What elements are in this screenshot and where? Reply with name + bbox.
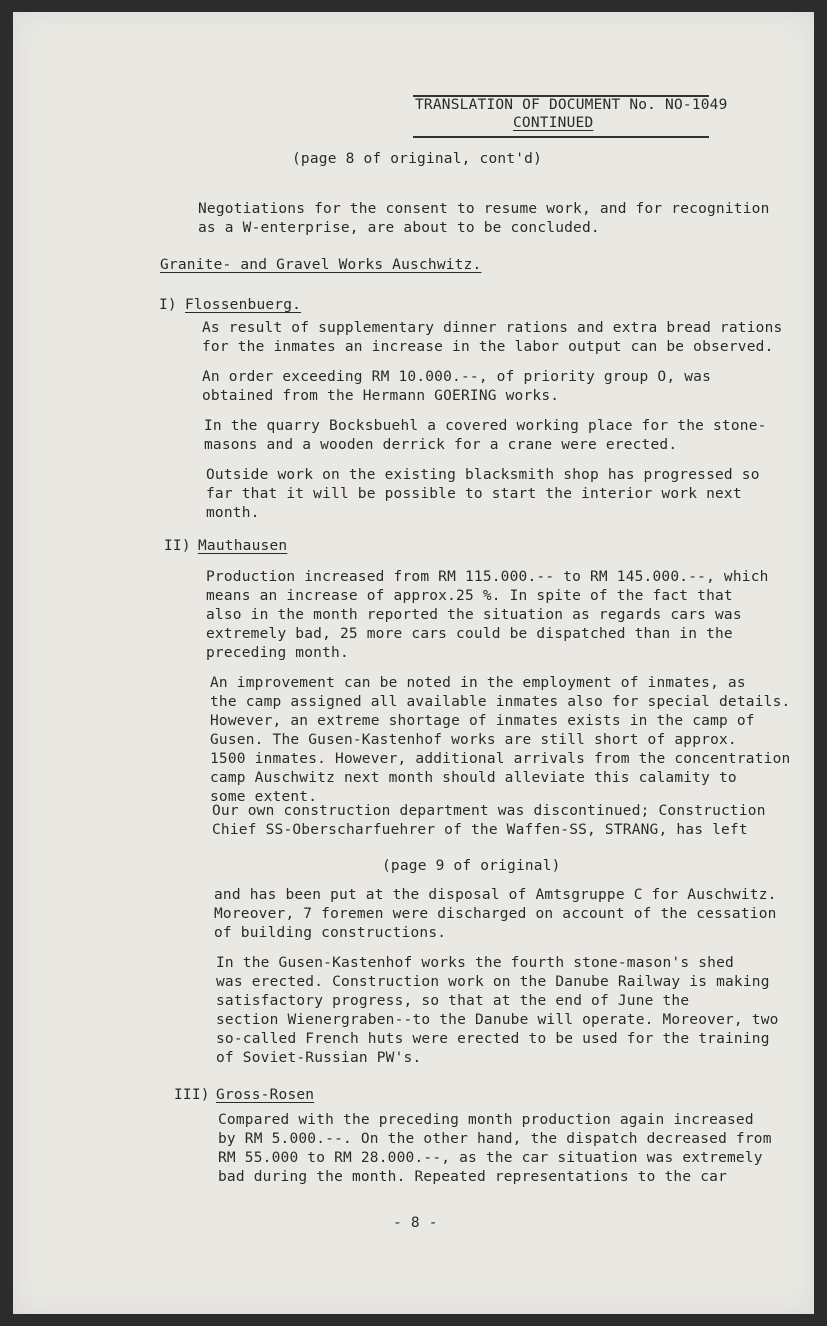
s1-number: I) xyxy=(159,297,177,313)
s3-title: Gross-Rosen xyxy=(216,1087,315,1103)
page-ref-middle: (page 9 of original) xyxy=(382,858,561,874)
s1-p3-line-1: In the quarry Bocksbuehl a covered working place for the stone- xyxy=(204,418,767,434)
intro-line-2: as a W-enterprise, are about to be concluded. xyxy=(198,220,600,236)
s2-p5-line-4: section Wienergraben--to the Danube will operate. Moreover, two xyxy=(216,1012,779,1028)
s2-p2-line-2: the camp assigned all available inmates also for special details. xyxy=(210,694,791,710)
s2-p5-line-3: satisfactory progress, so that at the end of June the xyxy=(216,993,690,1009)
s1-p1-line-1: As result of supplementary dinner rations and extra bread rations xyxy=(202,320,783,336)
header-line-1: TRANSLATION OF DOCUMENT No. NO-1049 xyxy=(415,97,728,113)
page-number: - 8 - xyxy=(393,1215,438,1231)
s1-p4-line-3: month. xyxy=(206,505,260,521)
s3-p1-line-1: Compared with the preceding month production again increased xyxy=(218,1112,754,1128)
s2-p1-line-3: also in the month reported the situation as regards cars was xyxy=(206,607,742,623)
s1-p2-line-2: obtained from the Hermann GOERING works. xyxy=(202,388,560,404)
header-rule-bottom xyxy=(413,136,709,138)
s2-p1-line-4: extremely bad, 25 more cars could be dispatched than in the xyxy=(206,626,733,642)
s2-p1-line-1: Production increased from RM 115.000.-- to RM 145.000.--, which xyxy=(206,569,769,585)
s3-p1-line-3: RM 55.000 to RM 28.000.--, as the car situation was extremely xyxy=(218,1150,763,1166)
s2-number: II) xyxy=(164,538,191,554)
s2-p2-line-5: 1500 inmates. However, additional arrivals from the concentration xyxy=(210,751,791,767)
s1-p3-line-2: masons and a wooden derrick for a crane were erected. xyxy=(204,437,678,453)
s1-p4-line-1: Outside work on the existing blacksmith shop has progressed so xyxy=(206,467,760,483)
s2-p2-line-3: However, an extreme shortage of inmates exists in the camp of xyxy=(210,713,755,729)
s3-p1-line-2: by RM 5.000.--. On the other hand, the dispatch decreased from xyxy=(218,1131,772,1147)
s2-p2-line-6: camp Auschwitz next month should alleviate this calamity to xyxy=(210,770,737,786)
s2-p1-line-2: means an increase of approx.25 %. In spite of the fact that xyxy=(206,588,733,604)
section-title: Granite- and Gravel Works Auschwitz. xyxy=(160,257,482,273)
s2-p1-line-5: preceding month. xyxy=(206,645,349,661)
s2-p5-line-5: so-called French huts were erected to be used for the training xyxy=(216,1031,770,1047)
s2-p4-line-3: of building constructions. xyxy=(214,925,447,941)
s1-p2-line-1: An order exceeding RM 10.000.--, of priority group O, was xyxy=(202,369,711,385)
s1-p4-line-2: far that it will be possible to start the interior work next xyxy=(206,486,742,502)
s2-p5-line-1: In the Gusen-Kastenhof works the fourth stone-mason's shed xyxy=(216,955,734,971)
s2-p3-line-2: Chief SS-Oberscharfuehrer of the Waffen-SS, STRANG, has left xyxy=(212,822,748,838)
s2-p4-line-1: and has been put at the disposal of Amtsgruppe C for Auschwitz. xyxy=(214,887,777,903)
document-page xyxy=(13,12,814,1314)
s2-p2-line-1: An improvement can be noted in the employment of inmates, as xyxy=(210,675,746,691)
s3-number: III) xyxy=(174,1087,210,1103)
s2-p5-line-6: of Soviet-Russian PW's. xyxy=(216,1050,422,1066)
s2-p5-line-2: was erected. Construction work on the Danube Railway is making xyxy=(216,974,770,990)
s2-p2-line-7: some extent. xyxy=(210,789,318,805)
intro-line-1: Negotiations for the consent to resume work, and for recognition xyxy=(198,201,770,217)
s1-p1-line-2: for the inmates an increase in the labor output can be observed. xyxy=(202,339,774,355)
s1-title: Flossenbuerg. xyxy=(185,297,302,313)
s2-p2-line-4: Gusen. The Gusen-Kastenhof works are still short of approx. xyxy=(210,732,737,748)
s2-p4-line-2: Moreover, 7 foremen were discharged on account of the cessation xyxy=(214,906,777,922)
s2-p3-line-1: Our own construction department was discontinued; Construction xyxy=(212,803,766,819)
s2-title: Mauthausen xyxy=(198,538,288,554)
page-ref-top: (page 8 of original, cont'd) xyxy=(292,151,543,167)
header-line-2: CONTINUED xyxy=(513,115,594,131)
header-rule-top xyxy=(413,95,709,97)
s3-p1-line-4: bad during the month. Repeated representations to the car xyxy=(218,1169,727,1185)
